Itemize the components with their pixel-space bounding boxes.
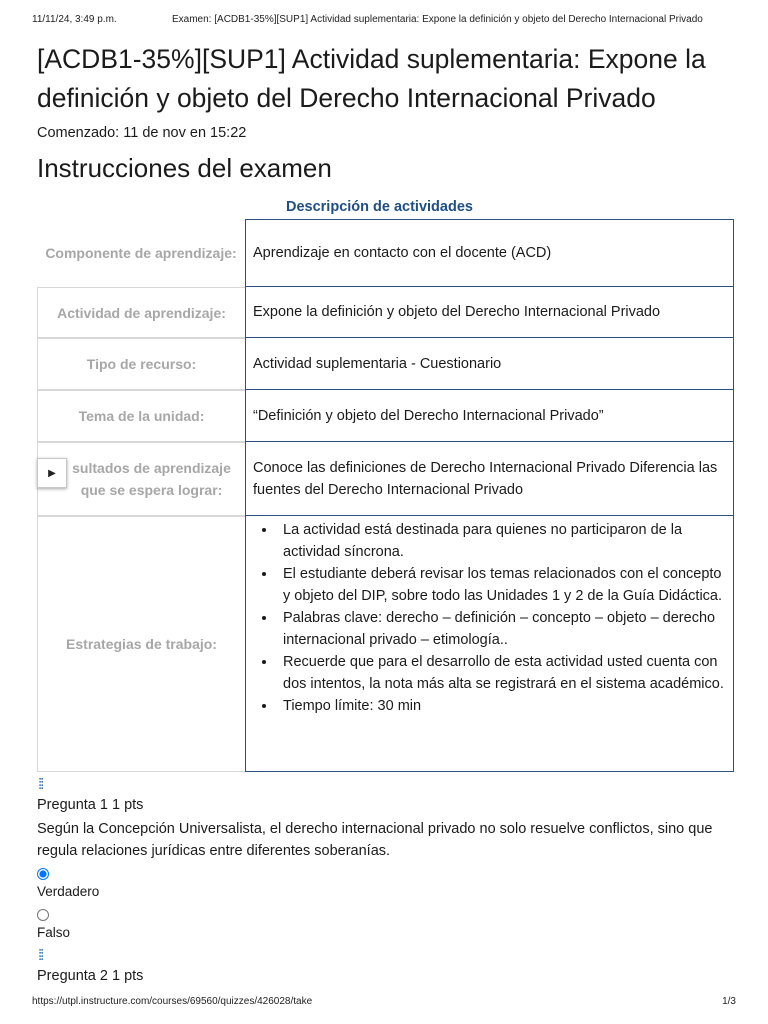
table-row	[37, 442, 734, 516]
option-verdadero-label[interactable]: Verdadero	[37, 884, 100, 899]
page-number: 1/3	[722, 996, 736, 1007]
print-url: https://utpl.instructure.com/courses/69560/quizzes/426028/take	[32, 996, 313, 1007]
row-value: Expone la definición y objeto del Derecho Internacional Privado	[245, 287, 734, 338]
question-1-header: Pregunta 1 1 pts	[37, 797, 144, 813]
row-label: Estrategias de trabajo:	[37, 516, 245, 772]
row-value: “Definición y objeto del Derecho Internacional Privado”	[245, 390, 734, 442]
table-row	[37, 219, 734, 287]
row-label: sultados de aprendizaje que se espera lograr:	[37, 442, 245, 516]
started-timestamp: Comenzado: 11 de nov en 15:22	[37, 125, 247, 141]
list-item: • El estudiante deberá revisar los temas relacionados con el concepto y objeto del DIP, sobre todo las Unidades 1 y 2 de la Guía Didáctica.	[277, 563, 726, 607]
drag-handle-icon[interactable]: ⁞⁞	[38, 947, 43, 964]
option-falso-radio[interactable]	[37, 909, 49, 921]
list-item: • Recuerde que para el desarrollo de esta actividad usted cuenta con dos intentos, la nota más alta se registrará en el sistema académico.	[277, 651, 726, 695]
question-2-header: Pregunta 2 1 pts	[37, 968, 144, 984]
option-verdadero-radio[interactable]	[37, 868, 49, 880]
list-item: • Tiempo límite: 30 min	[277, 695, 726, 717]
list-item: • La actividad está destinada para quienes no participaron de la actividad síncrona.	[277, 519, 726, 563]
row-label: Componente de aprendizaje:	[45, 245, 237, 261]
table-row	[37, 338, 734, 390]
drag-handle-icon[interactable]: ⁞⁞	[38, 776, 43, 793]
row-value: Aprendizaje en contacto con el docente (ACD)	[245, 219, 734, 287]
row-value: Actividad suplementaria - Cuestionario	[245, 338, 734, 390]
print-timestamp: 11/11/24, 3:49 p.m.	[32, 14, 117, 25]
question-1-text: Según la Concepción Universalista, el derecho internacional privado no solo resuelve conflictos, sino que regula relaciones jurídicas entre diferentes soberanías.	[37, 821, 713, 859]
row-value	[245, 516, 734, 772]
print-header	[32, 14, 736, 30]
expand-button[interactable]	[37, 458, 67, 488]
print-document-title: Examen: [ACDB1-35%][SUP1] Actividad suplementaria: Expone la definición y objeto del Derecho Internacional Privado	[172, 14, 703, 25]
activity-table	[37, 219, 734, 772]
play-triangle-icon: ▶	[48, 467, 56, 479]
row-label: Tipo de recurso:	[37, 338, 245, 390]
option-falso-label[interactable]: Falso	[37, 925, 71, 940]
instructions-heading: Instrucciones del examen	[37, 153, 332, 183]
activity-table-heading: Descripción de actividades	[286, 199, 473, 215]
table-row	[37, 390, 734, 442]
table-row	[37, 516, 734, 772]
strategies-list	[253, 519, 726, 717]
list-item: • Palabras clave: derecho – definición – concepto – objeto – derecho internacional privado – etimología..	[277, 607, 726, 651]
row-label: Actividad de aprendizaje:	[37, 287, 245, 338]
row-label: Tema de la unidad:	[37, 390, 245, 442]
table-row	[37, 287, 734, 338]
row-value: Conoce las definiciones de Derecho Internacional Privado Diferencia las fuentes del Derecho Internacional Privado	[245, 442, 734, 516]
quiz-title: [ACDB1-35%][SUP1] Actividad suplementaria: Expone la definición y objeto del Derecho Internacional Privado	[37, 44, 706, 113]
